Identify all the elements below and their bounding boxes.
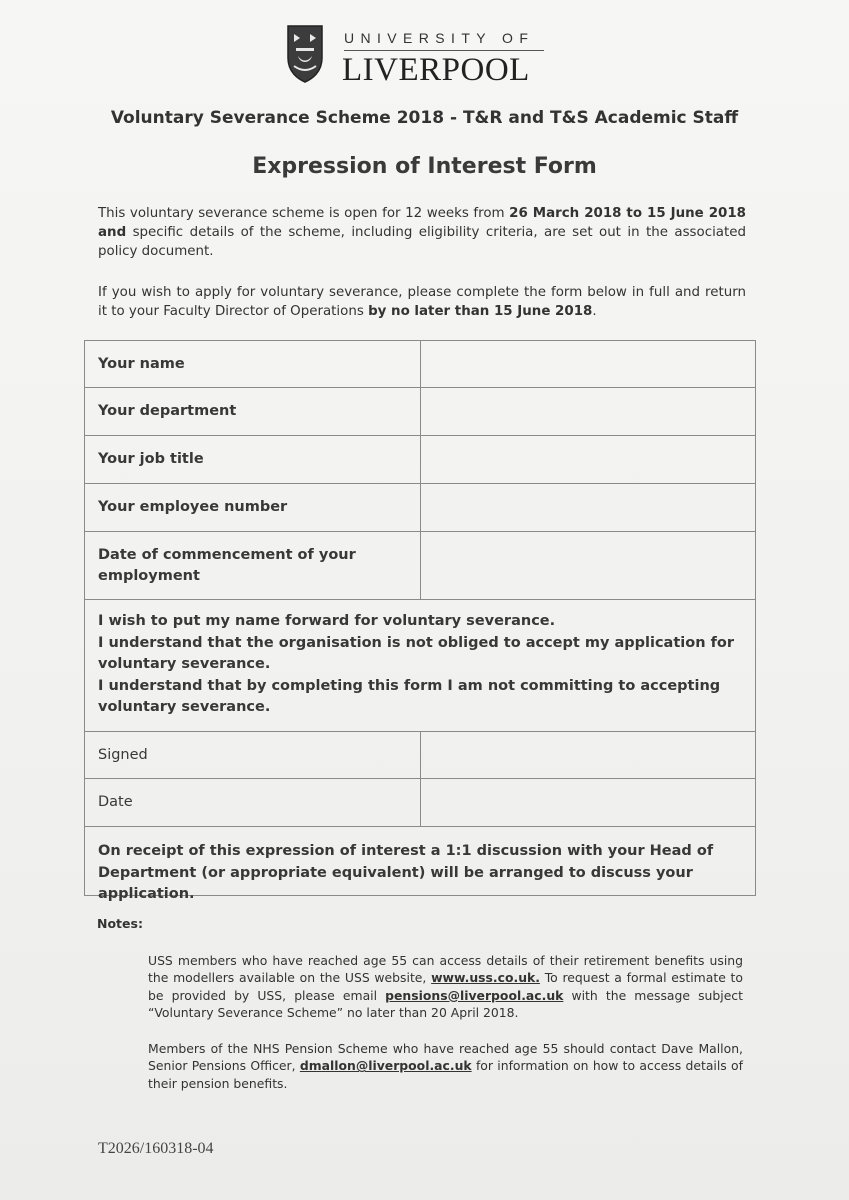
- note-text: for information on how to access details of their pension benefits.: [148, 1058, 743, 1091]
- logo-university-of: UNIVERSITY OF: [344, 30, 535, 46]
- form-row-signed: [85, 732, 755, 779]
- declaration-block: [85, 600, 755, 732]
- form-row-commencement-date: [85, 532, 755, 600]
- name-field[interactable]: [421, 341, 755, 387]
- form-row-employee-number: [85, 484, 755, 532]
- interest-form-table: [84, 340, 756, 902]
- logo-liverpool: LIVERPOOL: [342, 52, 530, 88]
- declaration-line: I understand that by completing this form I am not committing to accepting voluntary severance.: [98, 677, 721, 715]
- field-label-department: Your department: [85, 388, 421, 435]
- deadline: by no later than 15 June 2018: [368, 304, 593, 319]
- field-label-date: Date: [85, 779, 421, 826]
- field-label-job-title: Your job title: [85, 436, 421, 483]
- employee-number-field[interactable]: [421, 484, 755, 531]
- form-title: Expression of Interest Form: [252, 154, 597, 179]
- declaration-line: I wish to put my name forward for voluntary severance.: [98, 613, 556, 629]
- declaration-line: I understand that the organisation is not obliged to accept my application for voluntary severance.: [98, 634, 734, 672]
- form-row-department: [85, 388, 755, 436]
- university-crest-icon: [286, 24, 324, 84]
- field-label-commencement-date: [85, 532, 421, 599]
- field-label-name: Your name: [85, 341, 421, 387]
- job-title-field[interactable]: [421, 436, 755, 483]
- document-reference: T2026/160318-04: [98, 1140, 214, 1157]
- scheme-dates: 26 March 2018 to 15 June 2018 and: [98, 206, 746, 240]
- field-label-employee-number: Your employee number: [85, 484, 421, 531]
- pensions-email-link[interactable]: pensions@liverpool.ac.uk: [385, 987, 564, 1003]
- intro-paragraph-2: [98, 283, 746, 321]
- university-logo: [286, 24, 548, 90]
- commencement-label-text: Date of commencement of your employment: [98, 546, 356, 584]
- form-row-date: [85, 779, 755, 827]
- field-label-signed: Signed: [85, 732, 421, 778]
- intro-text: This voluntary severance scheme is open for 12 weeks from: [98, 206, 510, 221]
- form-row-job-title: [85, 436, 755, 484]
- intro-paragraph-1: [98, 204, 746, 261]
- note-text: Members of the NHS Pension Scheme who have reached age 55 should contact Dave Mallon, Senior Pensions Officer,: [148, 1041, 743, 1074]
- instructions-text: If you wish to apply for voluntary severance, please complete the form below in full and return it to your Faculty Director of Operations: [98, 285, 746, 319]
- instructions-end: .: [592, 304, 597, 319]
- form-row-name: [85, 341, 755, 388]
- signature-field[interactable]: [421, 732, 755, 778]
- intro-text-continued: specific details of the scheme, including eligibility criteria, are set out in the associated policy document.: [98, 225, 746, 259]
- note-text: with the message subject “Voluntary Severance Scheme” no later than 20 April 2018.: [148, 987, 743, 1021]
- uss-website-link[interactable]: www.uss.co.uk.: [431, 970, 540, 986]
- dmallon-email-link[interactable]: dmallon@liverpool.ac.uk: [299, 1058, 472, 1074]
- department-field[interactable]: [421, 388, 755, 435]
- scheme-title: Voluntary Severance Scheme 2018 - T&R and T&S Academic Staff: [110, 108, 739, 128]
- note-text: USS members who have reached age 55 can access details of their retirement benefits using the modellers available on the USS website,: [148, 953, 743, 986]
- commencement-date-field[interactable]: [421, 532, 755, 599]
- date-field[interactable]: [421, 779, 755, 826]
- notes-heading: Notes:: [97, 916, 143, 931]
- receipt-note: On receipt of this expression of interest a 1:1 discussion with your Head of Department (or appropriate equivalent) will be arranged to discuss your application.: [98, 843, 714, 902]
- note-nhs: [148, 1040, 743, 1092]
- note-uss: [148, 952, 743, 1022]
- note-text: To request a formal estimate to be provided by USS, please email: [148, 970, 743, 1003]
- logo-rule: [344, 50, 544, 51]
